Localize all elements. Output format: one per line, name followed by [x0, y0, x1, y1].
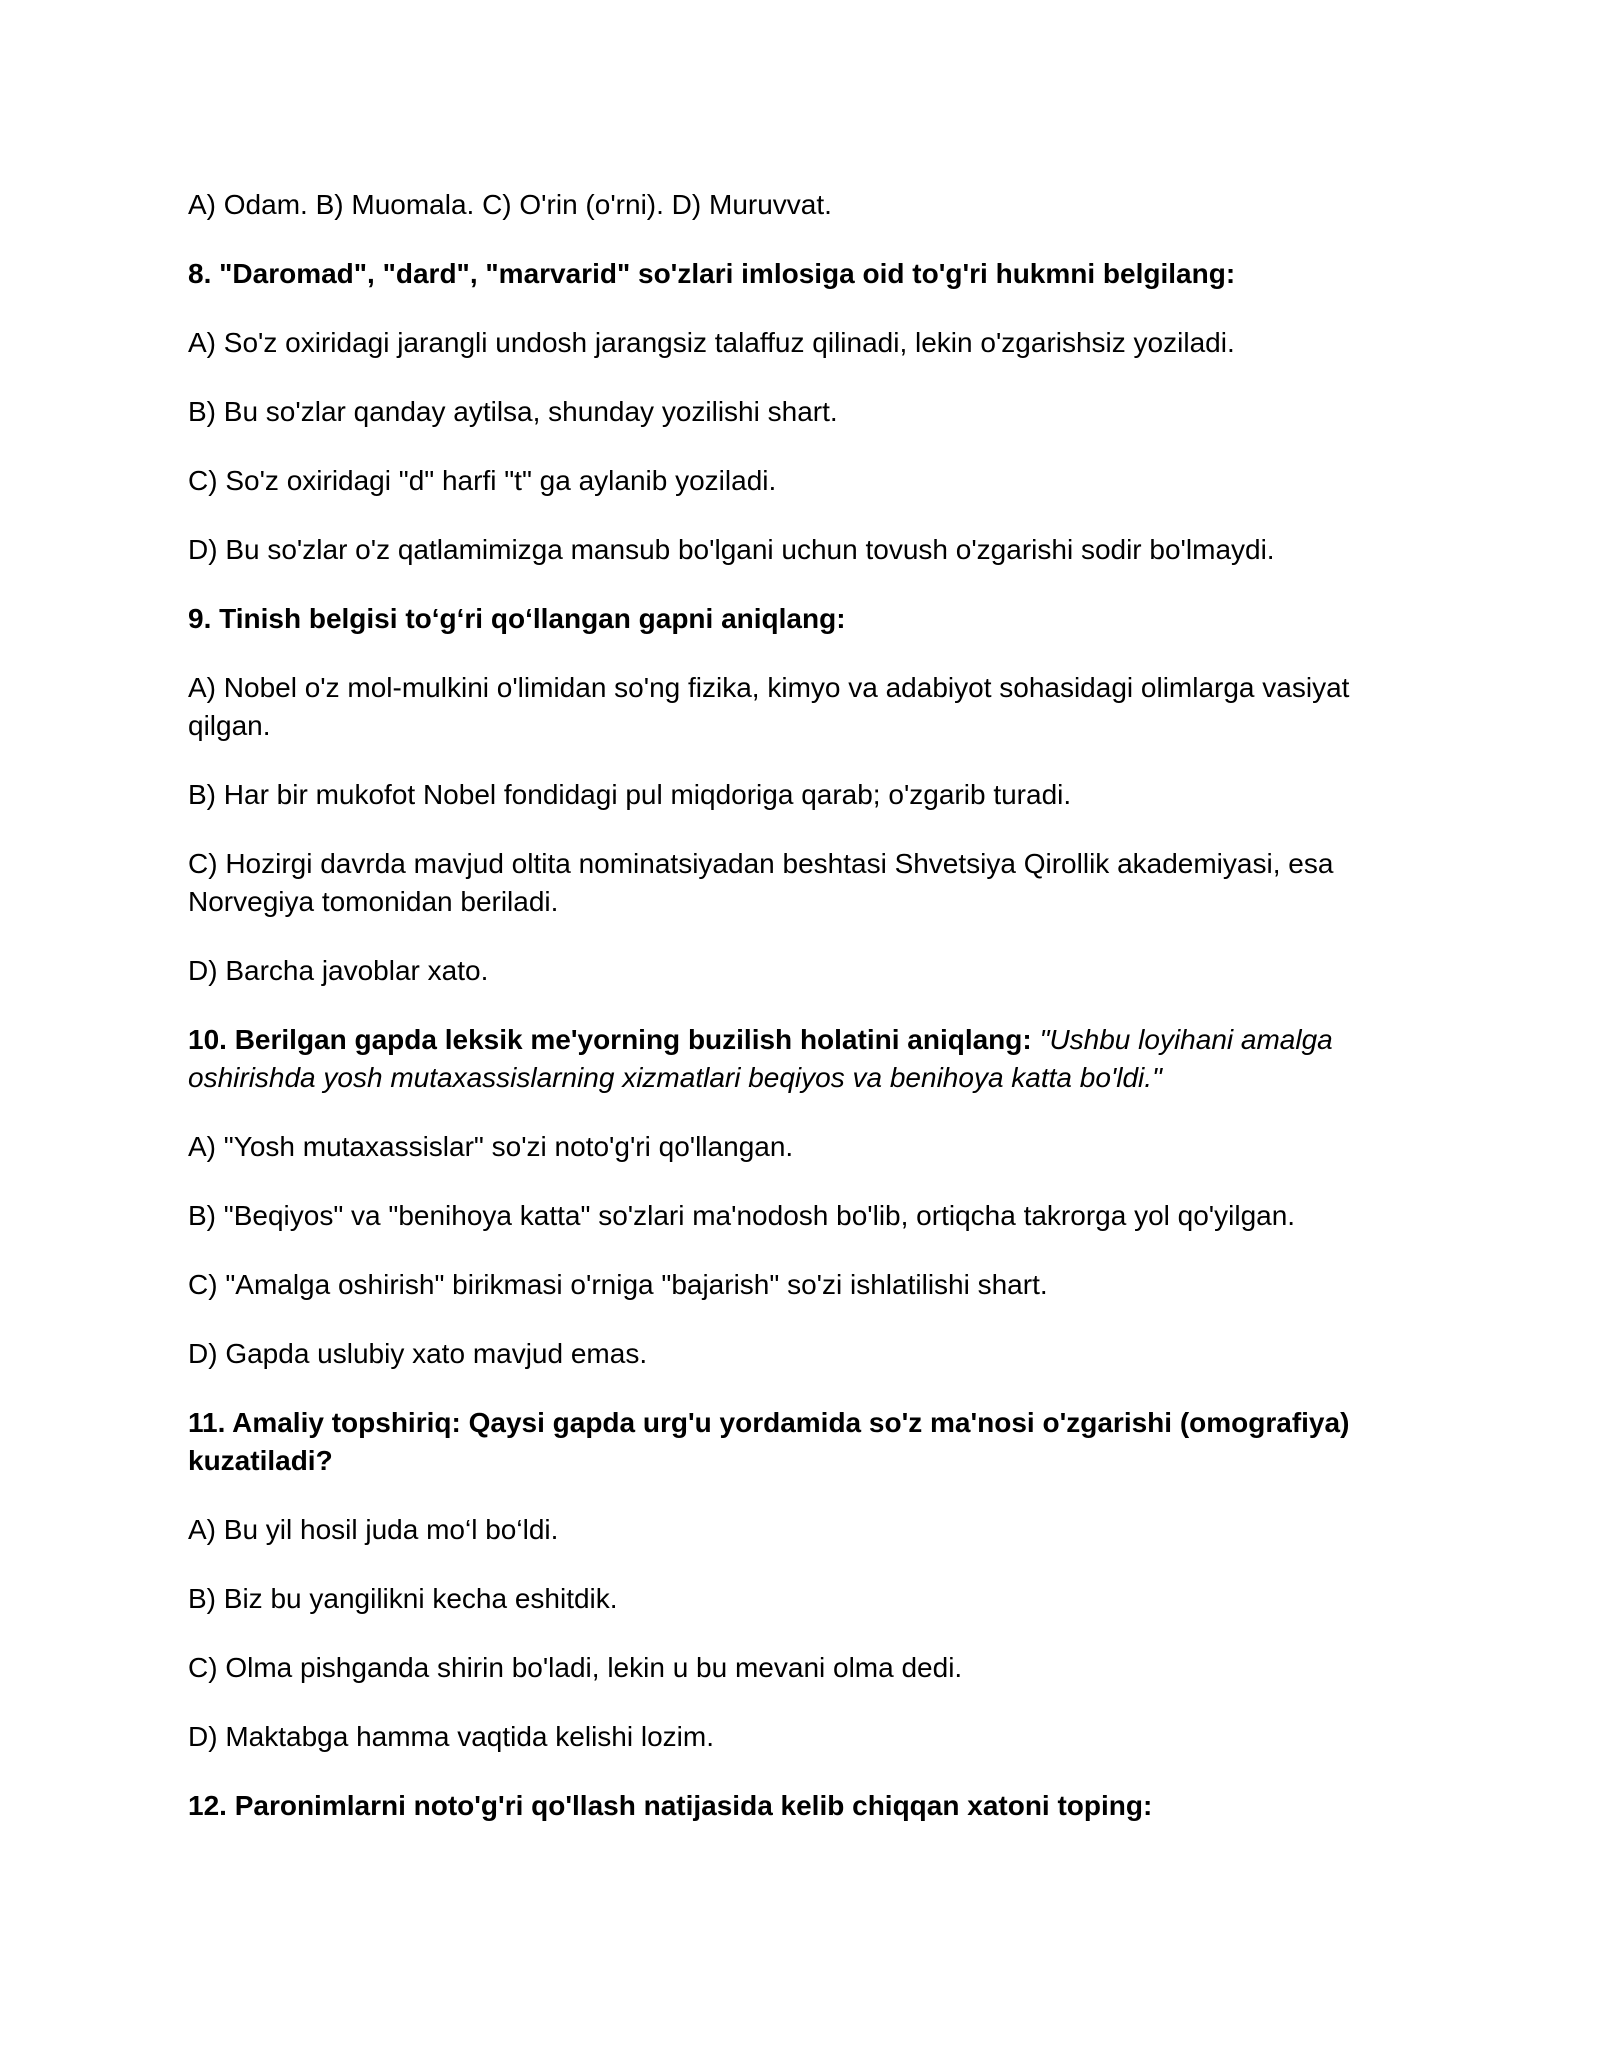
question-8-option-d: D) Bu so'zlar o'z qatlamimizga mansub bo'lgani uchun tovush o'zgarishi sodir bo'lmaydi. [188, 534, 1275, 565]
question-8-option-a: A) So'z oxiridagi jarangli undosh jarangsiz talaffuz qilinadi, lekin o'zgarishsiz yoziladi. [188, 327, 1235, 358]
question-11-text: 11. Amaliy topshiriq: Qaysi gapda urg'u yordamida so'z ma'nosi o'zgarishi (omografiya) kuzatiladi? [188, 1407, 1350, 1476]
question-10 [188, 1021, 1418, 1097]
question-9-option-a: A) Nobel o'z mol-mulkini o'limidan so'ng fizika, kimyo va adabiyot sohasidagi olimlarga vasiyat qilgan. [188, 672, 1350, 741]
question-9-option-c: C) Hozirgi davrda mavjud oltita nominatsiyadan beshtasi Shvetsiya Qirollik akademiyasi, esa Norvegiya tomonidan beriladi. [188, 848, 1334, 917]
question-10-option-a: A) "Yosh mutaxassislar" so'zi noto'g'ri qo'llangan. [188, 1131, 794, 1162]
question-11-option-d: D) Maktabga hamma vaqtida kelishi lozim. [188, 1721, 714, 1752]
question-8-option-c: C) So'z oxiridagi "d" harfi "t" ga aylanib yoziladi. [188, 465, 777, 496]
document-page [188, 186, 1418, 1856]
question-11-option-b: B) Biz bu yangilikni kecha eshitdik. [188, 1583, 618, 1614]
question-9-option-d: D) Barcha javoblar xato. [188, 955, 489, 986]
question-9-text: 9. Tinish belgisi to‘g‘ri qo‘llangan gapni aniqlang: [188, 603, 846, 634]
question-11-option-c: C) Olma pishganda shirin bo'ladi, lekin u bu mevani olma dedi. [188, 1652, 963, 1683]
question-10-quote: "Ushbu loyihani amalga oshirishda yosh mutaxassislarning xizmatlari beqiyos va benihoya katta bo'ldi." [188, 1024, 1333, 1093]
question-10-text: 10. Berilgan gapda leksik me'yorning buzilish holatini aniqlang: [188, 1024, 1032, 1055]
question-8-option-b: B) Bu so'zlar qanday aytilsa, shunday yozilishi shart. [188, 396, 838, 427]
question-12-text: 12. Paronimlarni noto'g'ri qo'llash natijasida kelib chiqqan xatoni toping: [188, 1790, 1153, 1821]
question-8-text: 8. "Daromad", "dard", "marvarid" so'zlari imlosiga oid to'g'ri hukmni belgilang: [188, 258, 1236, 289]
question-10-option-b: B) "Beqiyos" va "benihoya katta" so'zlari ma'nodosh bo'lib, ortiqcha takrorga yol qo'yilgan. [188, 1200, 1296, 1231]
question-10-option-d: D) Gapda uslubiy xato mavjud emas. [188, 1338, 648, 1369]
question-11-option-a: A) Bu yil hosil juda mo‘l bo‘ldi. [188, 1514, 559, 1545]
previous-options-line: A) Odam. B) Muomala. C) O'rin (o'rni). D) Muruvvat. [188, 189, 832, 220]
question-9-option-b: B) Har bir mukofot Nobel fondidagi pul miqdoriga qarab; o'zgarib turadi. [188, 779, 1072, 810]
question-10-option-c: C) "Amalga oshirish" birikmasi o'rniga "bajarish" so'zi ishlatilishi shart. [188, 1269, 1048, 1300]
